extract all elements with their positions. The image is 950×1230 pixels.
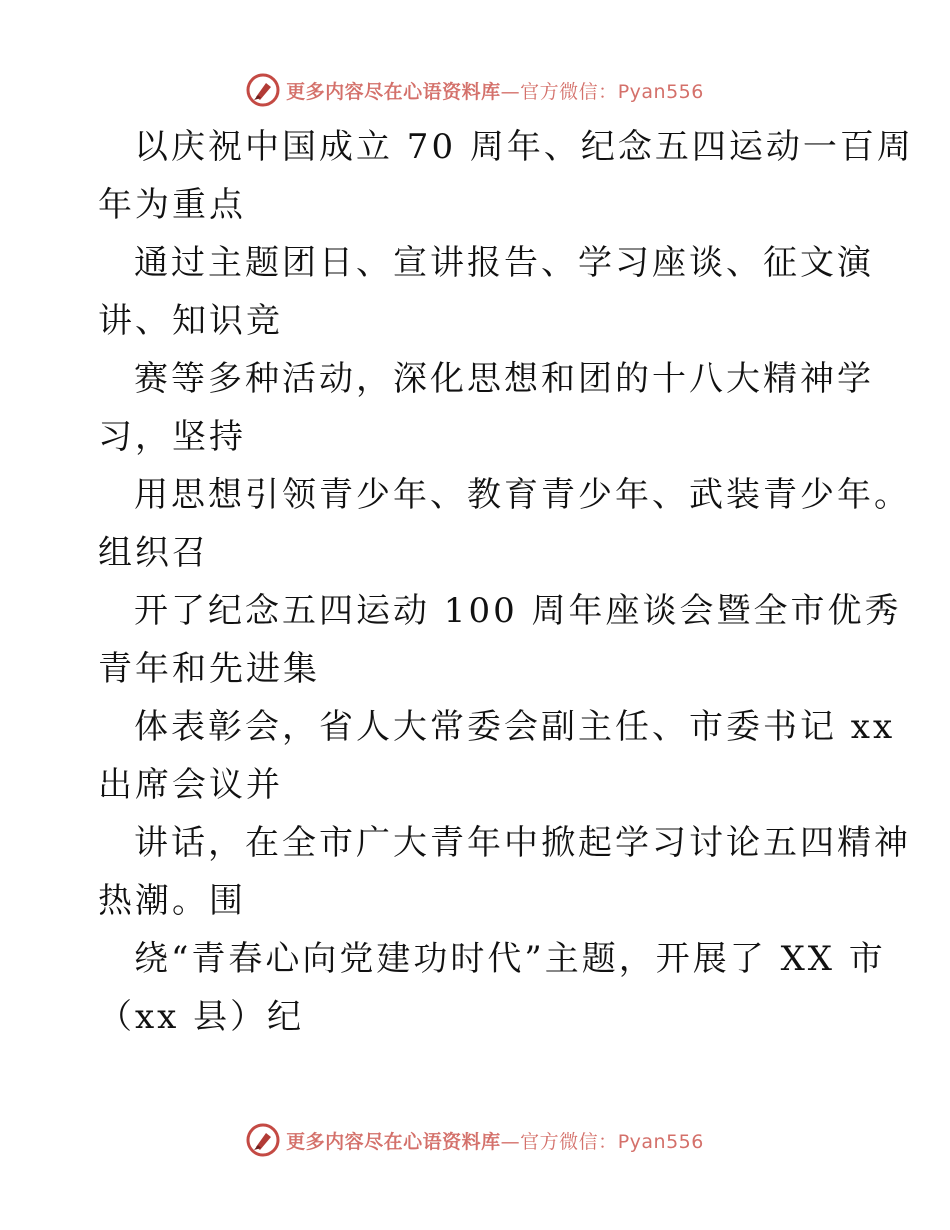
paragraph [98, 930, 886, 1046]
paragraph-line: 绕“青春心向党建功时代”主题，开展了 XX 市 [134, 939, 886, 979]
footer-banner [0, 1120, 950, 1160]
paragraph-line: 青年和先进集 [98, 649, 320, 689]
paragraph [98, 118, 914, 234]
header-banner-wechat-id: Pyan556 [617, 80, 704, 103]
footer-banner-wechat-id: Pyan556 [617, 1130, 704, 1153]
paragraph-line: 通过主题团日、宣讲报告、学习座谈、征文演 [134, 243, 874, 283]
paragraph [98, 234, 874, 350]
paragraph [98, 350, 874, 466]
paragraph [98, 814, 911, 930]
header-banner-title: 更多内容尽在心语资料库 [286, 80, 501, 103]
header-banner-separator: — [500, 80, 521, 103]
pen-nib-logo-icon [246, 73, 280, 107]
paragraph [98, 698, 896, 814]
paragraph [98, 582, 902, 698]
header-banner [0, 70, 950, 110]
paragraph-line: 赛等多种活动，深化思想和团的十八大精神学 [134, 359, 874, 399]
paragraph-line: （xx 县）纪 [98, 997, 305, 1037]
paragraph-line: 组织召 [98, 533, 209, 573]
header-banner-text [286, 77, 704, 104]
paragraph [98, 466, 911, 582]
footer-banner-title: 更多内容尽在心语资料库 [286, 1130, 501, 1153]
paragraph-line: 体表彰会，省人大常委会副主任、市委书记 xx [134, 707, 896, 747]
paragraph-line: 热潮。围 [98, 881, 246, 921]
footer-banner-separator: — [500, 1130, 521, 1153]
paragraph-line: 开了纪念五四运动 100 周年座谈会暨全市优秀 [134, 591, 902, 631]
paragraph-line: 习，坚持 [98, 417, 246, 457]
paragraph-line: 讲话，在全市广大青年中掀起学习讨论五四精神 [134, 823, 911, 863]
footer-banner-wechat-label: 官方微信： [520, 1130, 618, 1153]
paragraph-line: 年为重点 [98, 185, 246, 225]
pen-nib-logo-icon [246, 1123, 280, 1157]
header-banner-wechat-label: 官方微信： [520, 80, 618, 103]
paragraph-line: 出席会议并 [98, 765, 283, 805]
paragraph-line: 以庆祝中国成立 70 周年、纪念五四运动一百周 [134, 127, 914, 167]
document-body [98, 118, 914, 1046]
paragraph-line: 讲、知识竞 [98, 301, 283, 341]
paragraph-line: 用思想引领青少年、教育青少年、武装青少年。 [134, 475, 911, 515]
footer-banner-text [286, 1127, 704, 1154]
